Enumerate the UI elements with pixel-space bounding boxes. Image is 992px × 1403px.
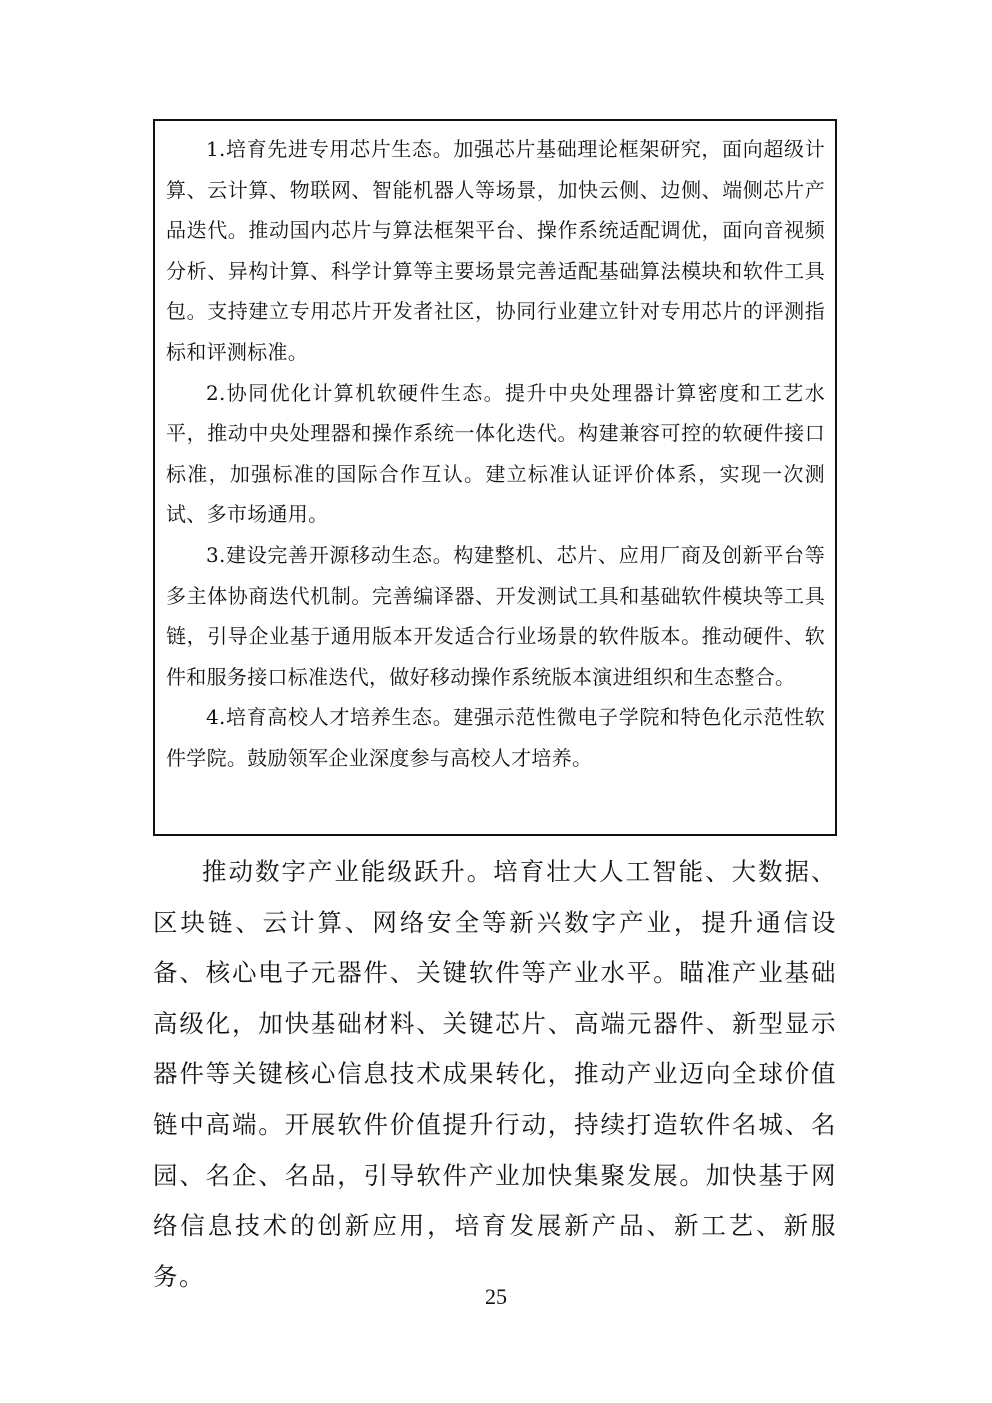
box-item-4: 4.培育高校人才培养生态。建强示范性微电子学院和特色化示范性软件学院。鼓励领军企业深度参与高校人才培养。 <box>166 705 825 770</box>
main-paragraph: 推动数字产业能级跃升。培育壮大人工智能、大数据、区块链、云计算、网络安全等新兴数字产业，提升通信设备、核心电子元器件、关键软件等产业水平。瞄准产业基础高级化，加快基础材料、关键芯片、高端元器件、新型显示器件等关键核心信息技术成果转化，推动产业迈向全球价值链中高端。开展软件价值提升行动，持续打造软件名城、名园、名企、名品，引导软件产业加快集聚发展。加快基于网络信息技术的创新应用，培育发展新产品、新工艺、新服务。 <box>153 857 837 1291</box>
boxed-section <box>153 119 837 836</box>
box-item-3: 3.建设完善开源移动生态。构建整机、芯片、应用厂商及创新平台等多主体协商迭代机制。完善编译器、开发测试工具和基础软件模块等工具链，引导企业基于通用版本开发适合行业场景的软件版本。推动硬件、软件和服务接口标准迭代，做好移动操作系统版本演进组织和生态整合。 <box>166 542 825 689</box>
box-item-2: 2.协同优化计算机软硬件生态。提升中央处理器计算密度和工艺水平，推动中央处理器和操作系统一体化迭代。构建兼容可控的软硬件接口标准，加强标准的国际合作互认。建立标准认证评价体系，实现一次测试、多市场通用。 <box>166 380 825 527</box>
main-text <box>153 847 837 1302</box>
box-item-1: 1.培育先进专用芯片生态。加强芯片基础理论框架研究，面向超级计算、云计算、物联网、智能机器人等场景，加快云侧、边侧、端侧芯片产品迭代。推动国内芯片与算法框架平台、操作系统适配调优，面向音视频分析、异构计算、科学计算等主要场景完善适配基础算法模块和软件工具包。支持建立专用芯片开发者社区，协同行业建立针对专用芯片的评测指标和评测标准。 <box>166 137 825 364</box>
page-number: 25 <box>485 1284 507 1309</box>
